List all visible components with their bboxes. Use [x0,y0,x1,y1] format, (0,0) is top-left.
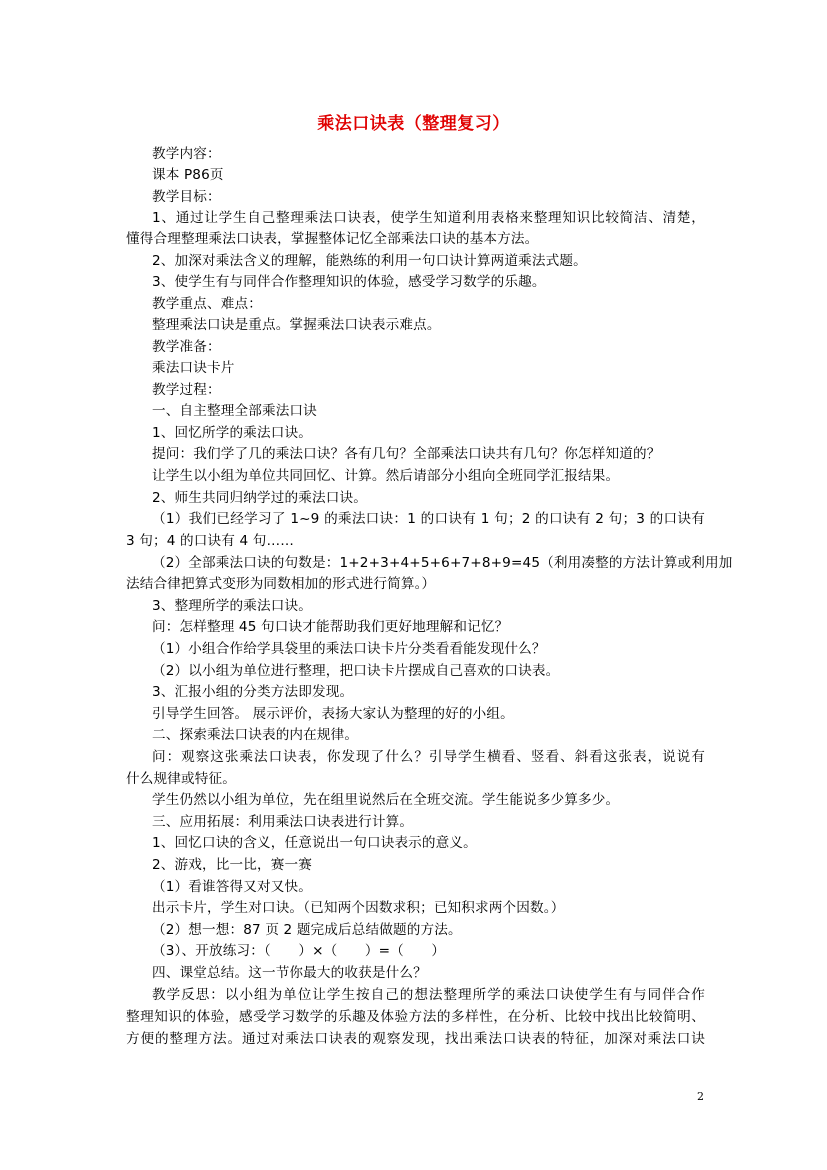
text-line: 3 句；4 的口诀有 4 句…… [126,533,294,549]
text-line: 教学过程： [152,382,221,398]
text-line: 一、自主整理全部乘法口诀 [152,403,317,419]
text-line: 问：观察这张乘法口诀表，你发现了什么？引导学生横看、竖看、斜看这张表，说说有 [152,749,705,765]
text-line: 整理乘法口诀是重点。掌握乘法口诀表示难点。 [152,317,441,333]
document-title: 乘法口诀表（整理复习） [317,114,510,134]
text-line: 课本 P86页 [152,167,224,183]
text-line: （1）我们已经学习了 1~9 的乘法口诀：1 的口诀有 1 句；2 的口诀有 2 句；3 的口诀有 [152,511,705,527]
text-line: 让学生以小组为单位共同回忆、计算。然后请部分小组向全班同学汇报结果。 [152,468,620,484]
text-line: 2、师生共同归纳学过的乘法口诀。 [152,490,367,506]
text-line: 懂得合理整理乘法口诀表，掌握整体记忆全部乘法口诀的基本方法。 [126,231,539,247]
text-line: 3、汇报小组的分类方法即发现。 [152,684,354,700]
text-line: 二、探索乘法口诀表的内在规律。 [152,727,359,743]
text-line: 四、课堂总结。这一节你最大的收获是什么？ [152,965,427,981]
text-line: 1、回忆口诀的含义，任意说出一句口诀表示的意义。 [152,835,477,851]
text-line: 学生仍然以小组为单位，先在组里说然后在全班交流。学生能说多少算多少。 [152,792,620,808]
text-line: 教学准备： [152,339,221,355]
text-line: 教学反思：以小组为单位让学生按自己的想法整理所学的乘法口诀使学生有与同伴合作 [152,987,705,1003]
text-line: （1）看谁答得又对又快。 [152,879,312,895]
text-line: 方便的整理方法。通过对乘法口诀表的观察发现，找出乘法口诀表的特征，加深对乘法口诀 [126,1031,705,1047]
text-line: （2）想一想：87 页 2 题完成后总结做题的方法。 [152,922,462,938]
text-line: 教学重点、难点： [152,296,262,312]
text-line: 提问：我们学了几的乘法口诀？各有几句？全部乘法口诀共有几句？你怎样知道的？ [152,446,661,462]
text-line: （2）全部乘法口诀的句数是：1+2+3+4+5+6+7+8+9=45（利用凑整的方法计算或利用加 [152,555,733,571]
text-line: 问：怎样整理 45 句口诀才能帮助我们更好地理解和记忆？ [152,619,509,635]
text-line: 2、加深对乘法含义的理解，能熟练的利用一句口诀计算两道乘法式题。 [152,253,587,269]
text-line: 1、通过让学生自己整理乘法口诀表，使学生知道利用表格来整理知识比较简洁、清楚， [152,210,705,226]
text-line: （3）、开放练习：（ ）×（ ）=（ ） [152,943,446,959]
text-line: （1）小组合作给学具袋里的乘法口诀卡片分类看看能发现什么？ [152,641,546,657]
text-line: 3、使学生有与同伴合作整理知识的体验，感受学习数学的乐趣。 [152,274,546,290]
page-number: 2 [697,1090,704,1103]
text-line: 引导学生回答。 展示评价，表扬大家认为整理的好的小组。 [152,706,514,722]
text-line: 乘法口诀卡片 [152,360,235,376]
text-line: 什么规律或特征。 [126,771,236,787]
text-line: （2）以小组为单位进行整理，把口诀卡片摆成自己喜欢的口诀表。 [152,663,560,679]
text-line: 法结合律把算式变形为同数相加的形式进行简算。） [126,576,436,592]
text-line: 出示卡片，学生对口诀。（已知两个因数求积；已知积求两个因数。） [152,900,565,916]
text-line: 整理知识的体验，感受学习数学的乐趣及体验方法的多样性，在分析、比较中找出比较简明、 [126,1009,705,1025]
text-line: 教学内容： [152,146,221,162]
text-line: 教学目标： [152,189,221,205]
text-line: 2、游戏，比一比，赛一赛 [152,857,312,873]
text-line: 1、回忆所学的乘法口诀。 [152,425,312,441]
text-line: 三、应用拓展：利用乘法口诀表进行计算。 [152,814,414,830]
text-line: 3、整理所学的乘法口诀。 [152,598,312,614]
